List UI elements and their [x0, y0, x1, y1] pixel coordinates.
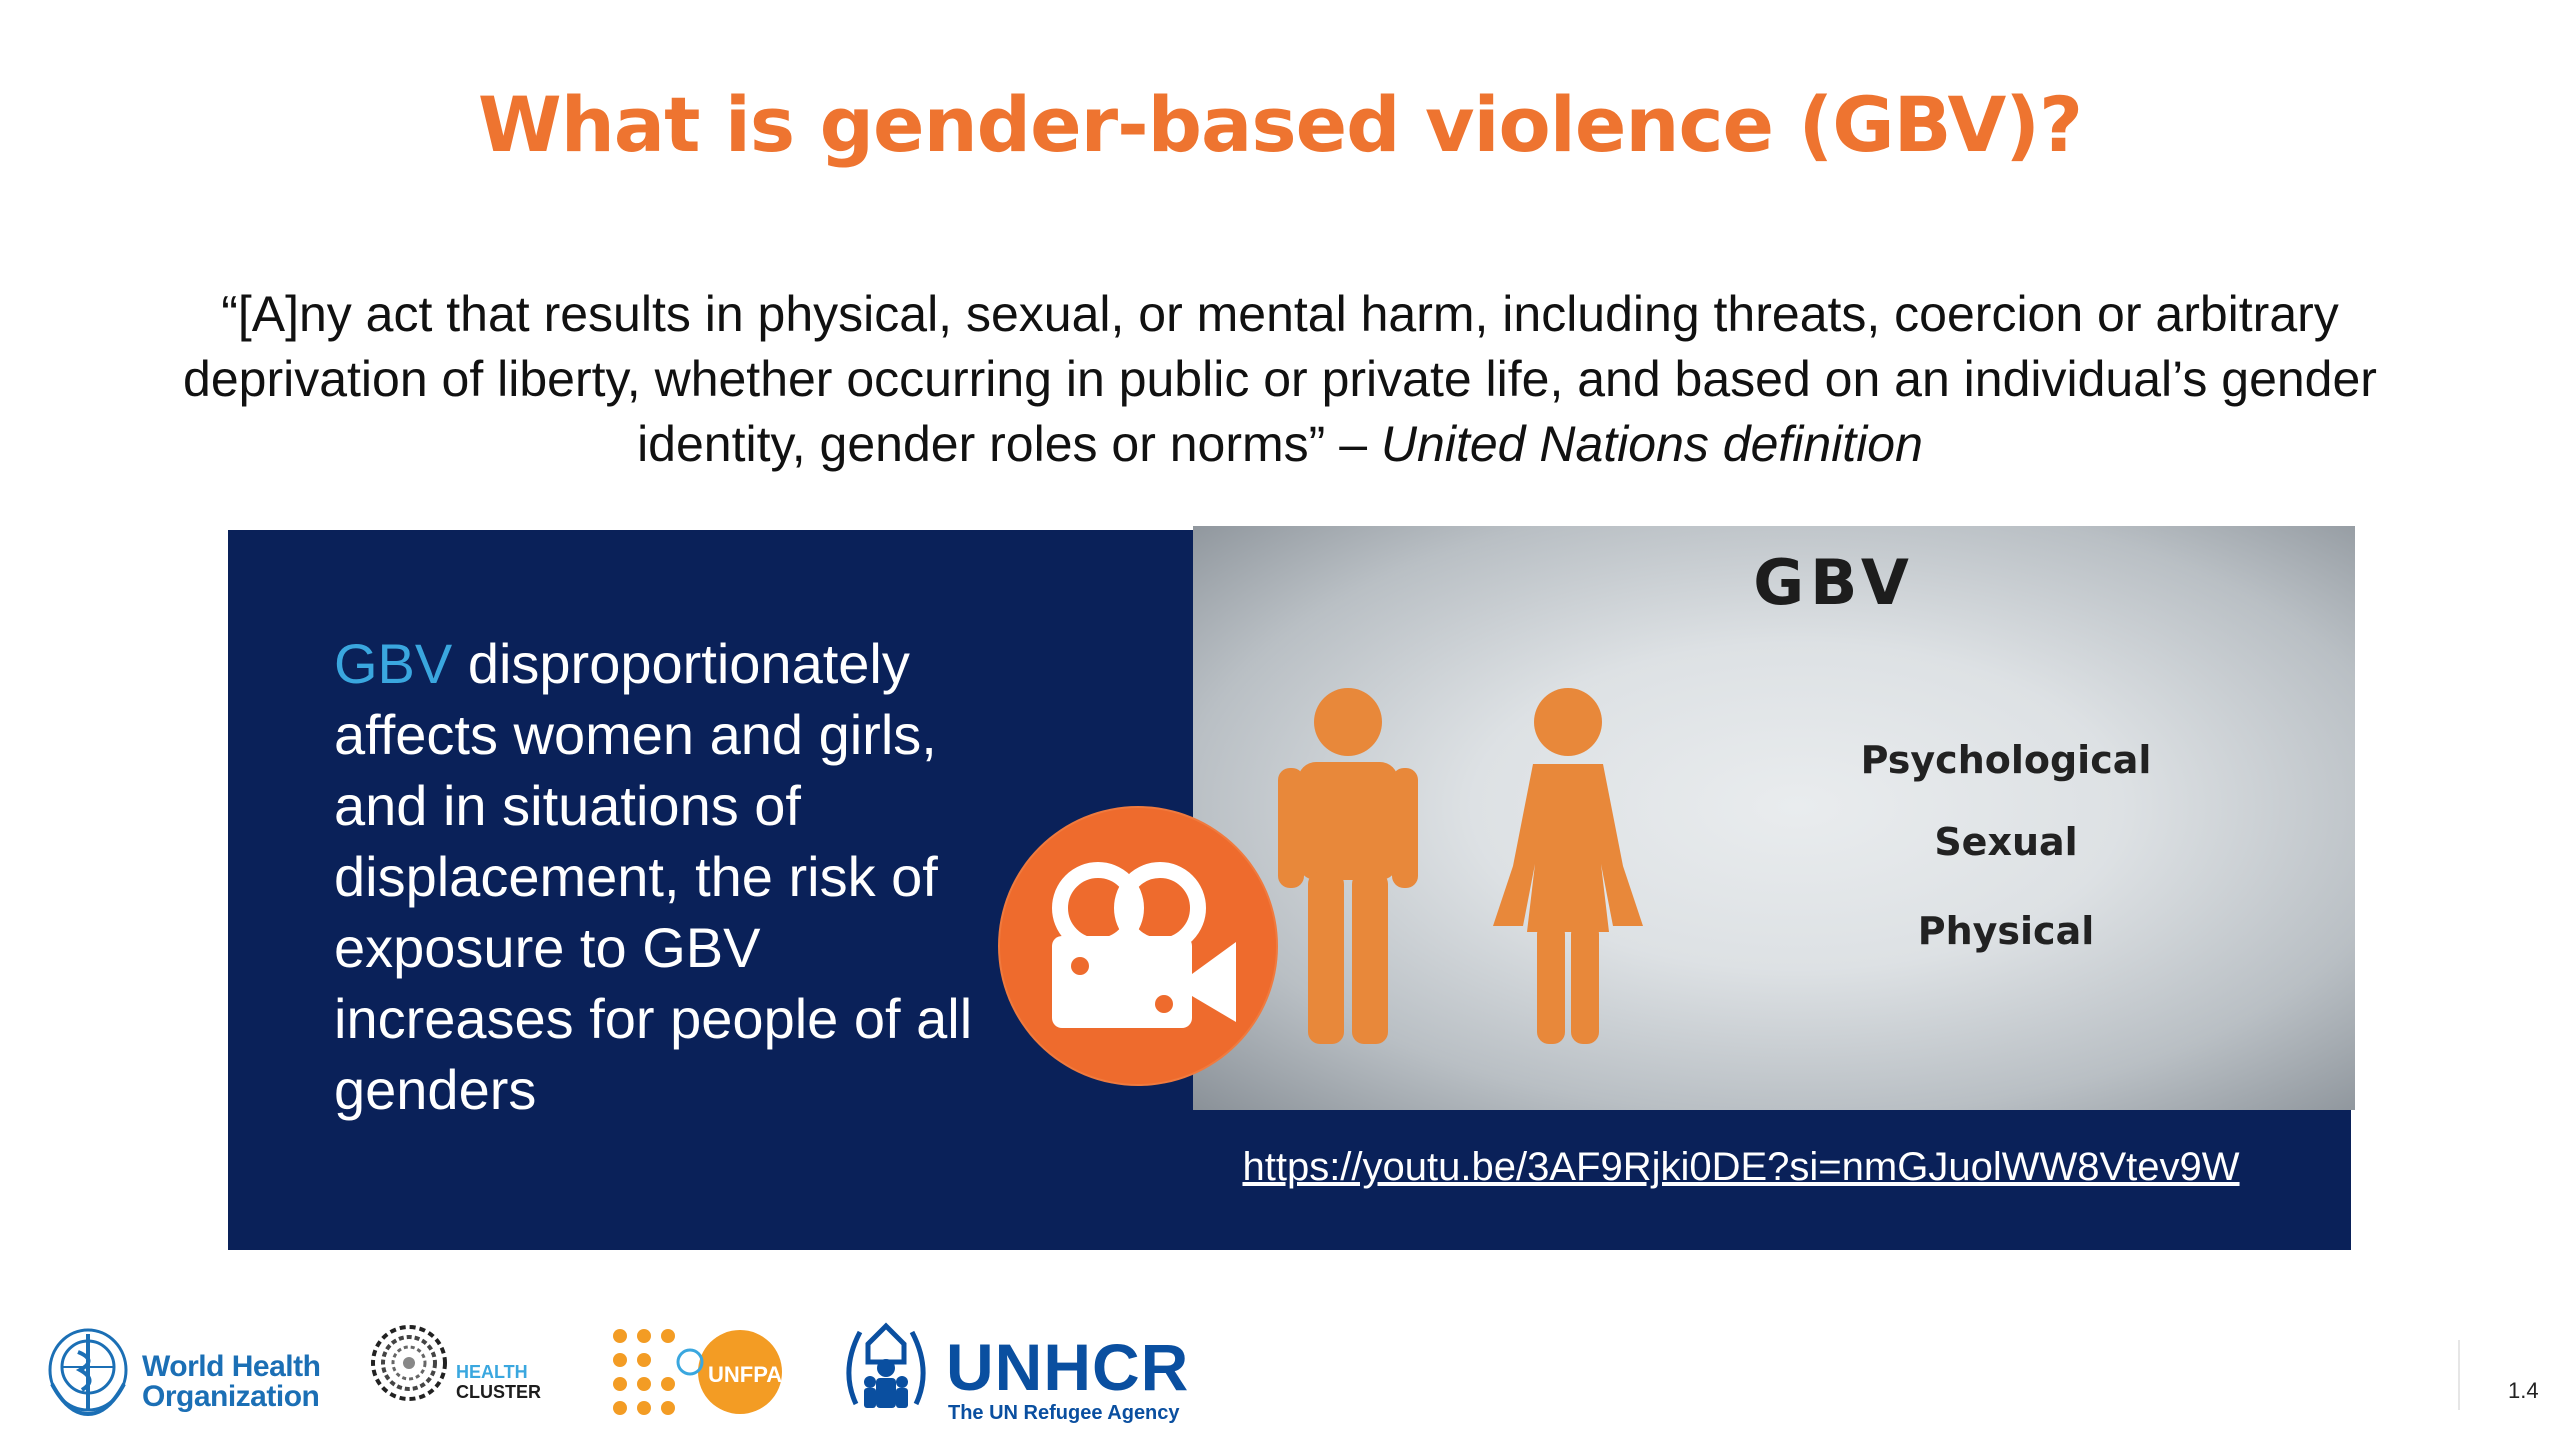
unfpa-name: UNFPA — [708, 1362, 783, 1387]
unhcr-name: UNHCR — [946, 1330, 1190, 1404]
panel-highlight-term: GBV — [334, 632, 453, 695]
unhcr-emblem-icon — [834, 1318, 938, 1422]
health-cluster-logo — [366, 1320, 566, 1420]
video-link[interactable]: https://youtu.be/3AF9Rjki0DE?si=nmGJuolWW8Vtev9W — [1242, 1145, 2240, 1189]
panel-statement — [334, 628, 984, 1125]
thumbnail-label-physical: Physical — [1917, 909, 2095, 953]
thumbnail-label-psychological: Psychological — [1860, 738, 2152, 782]
who-name-line2: Organization — [142, 1380, 320, 1413]
video-camera-icon — [1000, 808, 1276, 1084]
video-thumbnail[interactable] — [1193, 526, 2355, 1110]
who-emblem-icon — [38, 1322, 138, 1422]
unfpa-logo — [610, 1322, 790, 1422]
definition-text: “[A]ny act that results in physical, sexual, or mental harm, including threats, coercion or arbitrary deprivation of liberty, whether occurring in public or private life, and based on an individual’s gender identity, gender roles or norms” – — [183, 286, 2377, 472]
health-cluster-name — [456, 1362, 541, 1402]
health-cluster-swirl-icon — [366, 1320, 452, 1406]
health-cluster-line1: HEALTH — [456, 1362, 528, 1382]
unhcr-tagline: The UN Refugee Agency — [948, 1402, 1180, 1424]
who-logo — [38, 1322, 328, 1422]
thumbnail-label-sexual: Sexual — [1934, 820, 2078, 864]
definition-attribution: United Nations definition — [1380, 416, 1923, 472]
definition-quote — [180, 282, 2380, 477]
partner-logos — [0, 1300, 2560, 1440]
page-number: 1.4 — [2508, 1378, 2539, 1403]
who-name — [142, 1352, 320, 1412]
unhcr-logo — [834, 1318, 1214, 1428]
video-thumbnail-title: GBV — [1753, 546, 1915, 619]
male-figure-icon — [1278, 686, 1418, 1046]
health-cluster-line2: CLUSTER — [456, 1382, 541, 1402]
female-figure-icon — [1483, 686, 1653, 1046]
who-name-line1: World Health — [142, 1350, 321, 1383]
slide-title: What is gender-based violence (GBV)? — [477, 80, 2083, 169]
page-divider — [2458, 1340, 2460, 1410]
video-camera-button[interactable] — [1000, 808, 1276, 1084]
panel-body-text: disproportionately affects women and girls, and in situations of displacement, the risk of exposure to GBV increases for people of all genders — [334, 632, 973, 1121]
